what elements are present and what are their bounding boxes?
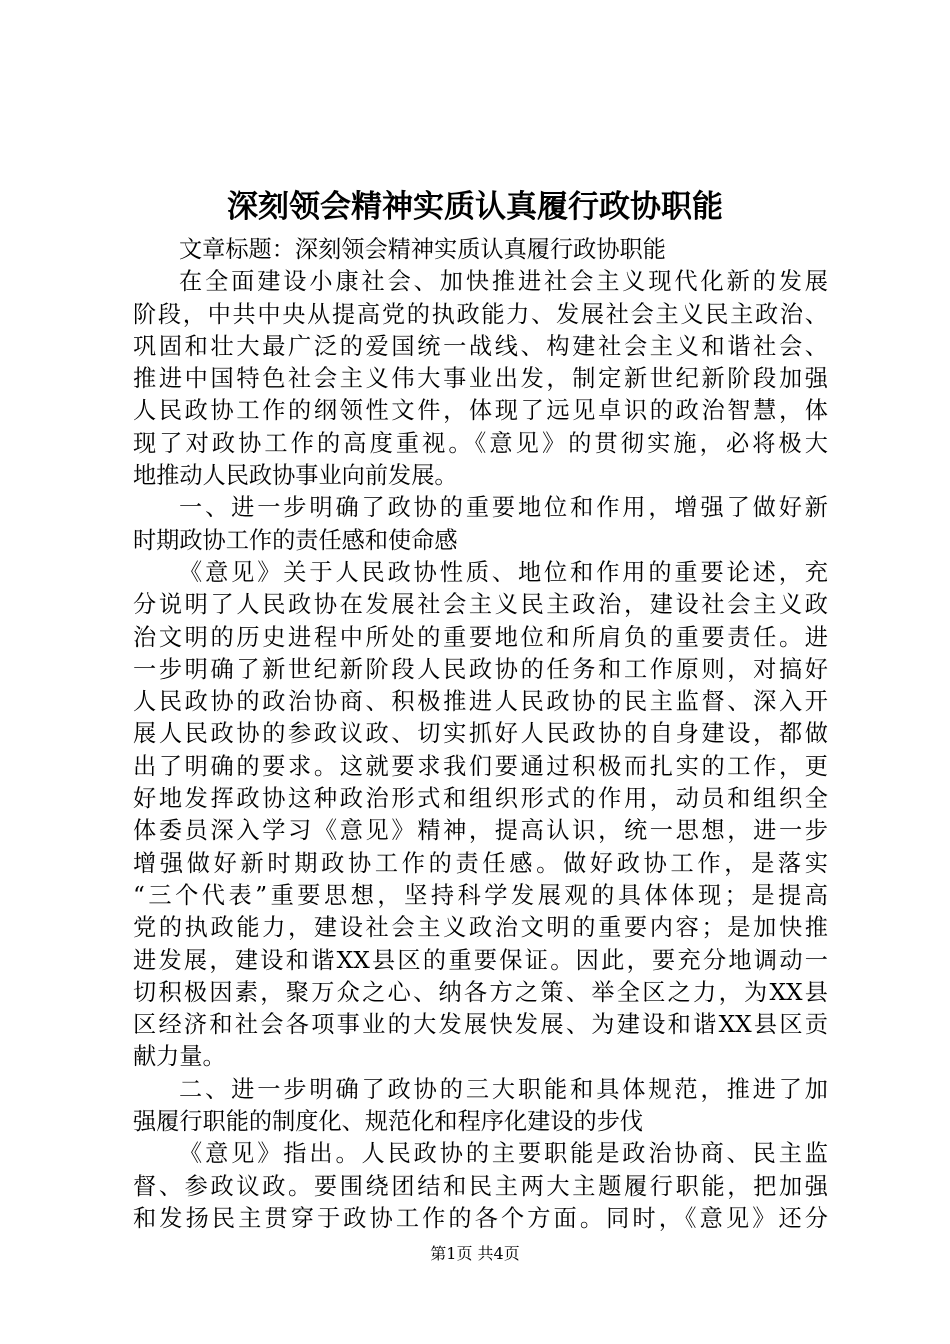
text-line: “三个代表”重要思想，坚持科学发展观的具体体现；是提高 bbox=[133, 881, 828, 909]
text-line: 和发扬民主贯穿于政协工作的各个方面。同时，《意见》还分 bbox=[133, 1204, 828, 1232]
text-line: 《意见》指出。人民政协的主要职能是政治协商、民主监 bbox=[179, 1140, 828, 1168]
text-line: 在全面建设小康社会、加快推进社会主义现代化新的发展 bbox=[179, 268, 828, 296]
text-line: 党的执政能力，建设社会主义政治文明的重要内容；是加快推 bbox=[133, 914, 828, 942]
text-line: 出了明确的要求。这就要求我们要通过积极而扎实的工作，更 bbox=[133, 752, 828, 780]
text-line: 展人民政协的参政议政、切实抓好人民政协的自身建设，都做 bbox=[133, 720, 828, 748]
text-line: 人民政协的政治协商、积极推进人民政协的民主监督、深入开 bbox=[133, 688, 828, 716]
document-body bbox=[133, 234, 828, 1235]
text-line: 现了对政协工作的高度重视。《意见》的贯彻实施，必将极大 bbox=[133, 429, 828, 457]
page-footer: 第1页 共4页 bbox=[430, 1244, 520, 1263]
text-line: 二、进一步明确了政协的三大职能和具体规范，推进了加 bbox=[179, 1075, 828, 1103]
text-line: 献力量。 bbox=[133, 1043, 226, 1071]
document-title: 深刻领会精神实质认真履行政协职能 bbox=[227, 189, 723, 225]
text-line: 切积极因素，聚万众之心、纳各方之策、举全区之力，为XX县 bbox=[133, 978, 828, 1006]
text-line: 体委员深入学习《意见》精神，提高认识，统一思想，进一步 bbox=[133, 817, 828, 845]
text-line: 一步明确了新世纪新阶段人民政协的任务和工作原则，对搞好 bbox=[133, 655, 828, 683]
text-line: 地推动人民政协事业向前发展。 bbox=[133, 462, 458, 490]
text-line: 督、参政议政。要围绕团结和民主两大主题履行职能，把加强 bbox=[133, 1172, 828, 1200]
text-line: 进发展，建设和谐XX县区的重要保证。因此，要充分地调动一 bbox=[133, 946, 828, 974]
text-line: 区经济和社会各项事业的大发展快发展、为建设和谐XX县区贡 bbox=[133, 1011, 828, 1039]
text-line: 推进中国特色社会主义伟大事业出发，制定新世纪新阶段加强 bbox=[133, 365, 828, 393]
text-line: 一、进一步明确了政协的重要地位和作用，增强了做好新 bbox=[179, 494, 828, 522]
text-line: 增强做好新时期政协工作的责任感。做好政协工作，是落实 bbox=[133, 849, 828, 877]
text-line: 《意见》关于人民政协性质、地位和作用的重要论述，充 bbox=[179, 558, 828, 586]
text-line: 文章标题：深刻领会精神实质认真履行政协职能 bbox=[179, 236, 666, 263]
text-line: 分说明了人民政协在发展社会主义民主政治，建设社会主义政 bbox=[133, 591, 828, 619]
text-line: 人民政协工作的纲领性文件，体现了远见卓识的政治智慧，体 bbox=[133, 397, 828, 425]
text-line: 阶段，中共中央从提高党的执政能力、发展社会主义民主政治、 bbox=[133, 300, 828, 328]
text-line: 好地发挥政协这种政治形式和组织形式的作用，动员和组织全 bbox=[133, 785, 828, 813]
text-line: 治文明的历史进程中所处的重要地位和所肩负的重要责任。进 bbox=[133, 623, 828, 651]
text-line: 巩固和壮大最广泛的爱国统一战线、构建社会主义和谐社会、 bbox=[133, 332, 828, 360]
text-line: 强履行职能的制度化、规范化和程序化建设的步伐 bbox=[133, 1108, 644, 1136]
text-line: 时期政协工作的责任感和使命感 bbox=[133, 526, 458, 554]
